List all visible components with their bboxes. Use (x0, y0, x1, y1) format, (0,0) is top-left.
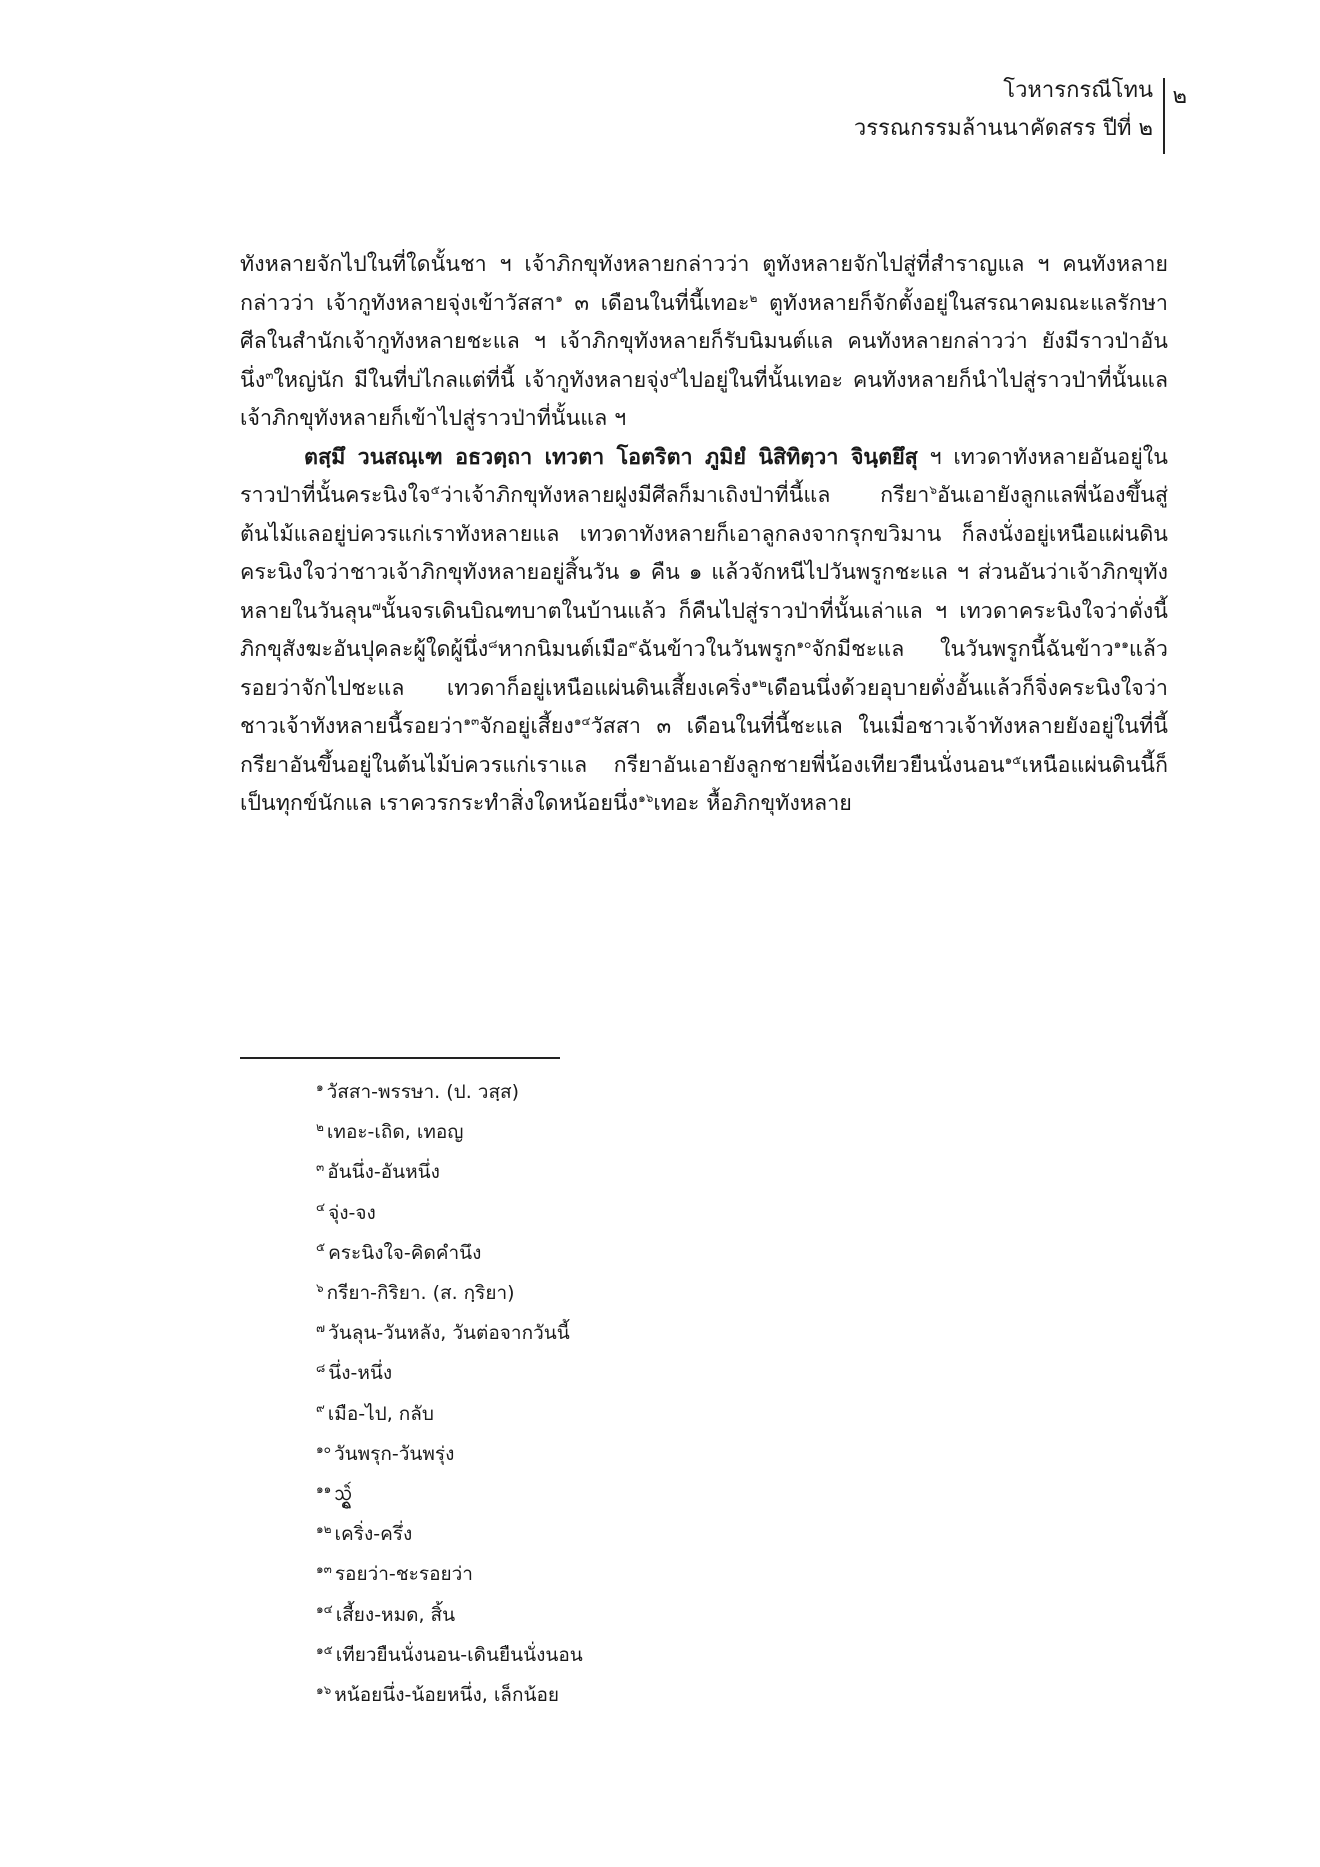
paragraph-text: วัสสา ๓ เดือนในที่นี้ชะแล ในเมื่อชาวเจ้าทังหลายยังอยู่ในที่นี้ กรียาอันขึ้นอยู่ในต้นไม้บ่ควรแก่เราแล กรียาอันเอายังลูกชายพี่น้องเทียวยืนนั่งนอน (240, 714, 1168, 778)
footnote-text: เมือ-ไป, กลับ (327, 1402, 434, 1425)
footnote-text: เทอะ-เถิด, เทอญ (326, 1121, 464, 1144)
footnote-item (316, 1313, 1016, 1353)
paragraph-text: ฯ เทวดาทังหลายอันอยู่ในราวป่าที่นั้นคระนิงใจ (240, 444, 1168, 508)
paragraph-text: จักอยู่เสี้ยง (479, 714, 574, 739)
footnote-item (316, 1193, 1016, 1233)
footnote-number: ๑ (316, 1079, 324, 1094)
footnote-ref: ๖ (929, 482, 937, 497)
footnote-ref: ๕ (430, 482, 440, 497)
footnote-item (316, 1353, 1016, 1393)
paragraph-text: ใหญ่นัก มีในที่บ่ไกลแต่ที่นี้ เจ้ากูทังหลายจุ่ง (273, 367, 670, 393)
footnote-ref: ๑๓ (463, 713, 480, 728)
footnote-list (316, 1072, 1016, 1715)
footnote-number: ๑๕ (316, 1642, 333, 1657)
footnote-ref: ๑ (555, 290, 563, 305)
footnote-number: ๓ (316, 1160, 325, 1175)
footnote-number: ๑๐ (316, 1441, 331, 1456)
paragraph-text: อันเอายังลูกแลพี่น้องขึ้นสู่ต้นไม้แลอยู่บ่ควรแก่เราทังหลายแล เทวดาทังหลายก็เอาลูกลงจากรุกขวิมาน ก็ลงนั่งอยู่เหนือแผ่นดิน คระนิงใจว่าชาวเจ้าภิกขุทังหลายอยู่สิ้นวัน ๑ คืน ๑ แล้วจักหนีไปวันพรูกชะแล ฯ ส่วนอันว่าเจ้าภิกขุทังหลายในวันลุน (240, 483, 1168, 624)
footnote-item (316, 1152, 1016, 1192)
footnote-item (316, 1474, 1016, 1514)
running-header (854, 72, 1165, 148)
footnote-item (316, 1554, 1016, 1594)
footnote-text: รอยว่า-ชะรอยว่า (334, 1563, 473, 1586)
footnote-ref: ๘ (488, 636, 498, 651)
paragraph-text: ตูทังหลายก็จักตั้งอยู่ในสรณาคมณะแลรักษาศีลในสำนักเจ้ากูทังหลายชะแล ฯ เจ้าภิกขุทังหลายก็รับนิมนต์แล คนทังหลายกล่าวว่า ยังมีราวป่าอันนึ่ง (240, 290, 1168, 393)
footnote-ref: ๓ (265, 367, 274, 382)
footnote-text: เทียวยืนนั่งนอน-เดินยืนนั่งนอน (335, 1643, 583, 1666)
footnote-ref: ๙ (628, 636, 638, 651)
footnote-text: เคริ่ง-ครึ่ง (334, 1523, 413, 1546)
footnote-text: กรียา-กิริยา. (ส. กฺริยา) (326, 1282, 515, 1305)
paragraph-text: แล้วรอยว่าจักไปชะแล เทวดาก็อยู่เหนือแผ่นดินเสี้ยงเคริ่ง (240, 637, 1168, 701)
footnote-number: ๑๒ (316, 1521, 332, 1536)
footnote-number: ๑๖ (316, 1682, 332, 1697)
footnote-item (316, 1635, 1016, 1675)
footnote-text: วันลุน-วันหลัง, วันต่อจากวันนี้ (328, 1322, 570, 1345)
footnote-item (316, 1434, 1016, 1474)
paragraph-text: ฉันข้าวในวันพรูก (637, 637, 797, 662)
footnote-ref: ๑๖ (638, 790, 654, 805)
footnote-item (316, 1112, 1016, 1152)
footnote-number: ๒ (316, 1119, 324, 1134)
paragraph-text: นั้นจรเดินบิณฑบาตในบ้านแล้ว ก็คืนไปสู่ราวป่าที่นั้นเล่าแล ฯ เทวดาคระนิงใจว่าดั่งนี้ ภิกขุสังฆะอันปุคละผู้ใดผู้นึ่ง (240, 598, 1168, 662)
footnote-text: วัสสา-พรรษา. (ป. วสฺส) (326, 1081, 520, 1103)
paragraph-text: ไปอยู่ในที่นั้นเทอะ คนทังหลายก็นำไปสู่ราวป่าที่นั้นแล เจ้าภิกขุทังหลายก็เข้าไปสู่ราวป่าที่นั้นแล ฯ (240, 367, 1168, 431)
footnote-item (316, 1233, 1016, 1273)
header-subtitle: วรรณกรรมล้านนาคัดสรร ปีที่ ๒ (853, 116, 1153, 141)
paragraph-text: หากนิมนต์เมือ (497, 637, 629, 662)
footnote-item (316, 1675, 1016, 1715)
footnote-ref: ๒ (749, 290, 758, 305)
footnote-ref: ๑๑ (1113, 636, 1129, 651)
paragraph-text: ทังหลายจักไปในที่ใดนั้นชา ฯ เจ้าภิกขุทังหลายกล่าวว่า ตูทังหลายจักไปสู่ที่สำราญแล ฯ คนทังหลายกล่าวว่า เจ้ากูทังหลายจุ่งเข้าวัสสา (240, 252, 1168, 316)
footnote-text: นึ่ง-หนึ่ง (328, 1362, 393, 1385)
footnote-ref: ๑๔ (573, 713, 591, 728)
footnote-item (316, 1514, 1016, 1554)
footnote-item (316, 1273, 1016, 1313)
footnote-number: ๔ (316, 1200, 326, 1215)
paragraph (240, 246, 1168, 439)
paragraph-lead-bold: ตสฺมึ วนสณฺเฑ อธวตฺถา เทวตา โอตริตา ภูมิยํ นิสิทิตฺวา จินฺตยึสุ (304, 444, 918, 470)
footnote-number: ๘ (316, 1361, 326, 1376)
footnote-text: หน้อยนึ่ง-น้อยหนึ่ง, เล็กน้อย (334, 1684, 559, 1707)
footnote-number: ๕ (316, 1240, 326, 1255)
paragraph-text: เดือนนึ่งด้วยอุบายดั่งอั้นแล้วก็จิ่งคระนิงใจว่า ชาวเจ้าทังหลายนี้รอยว่า (240, 675, 1168, 739)
footnote-ref: ๑๐ (796, 636, 812, 651)
footnote-number: ๗ (316, 1320, 326, 1335)
footnote-number: ๑๑ (316, 1481, 332, 1496)
footnote-ref: ๗ (371, 598, 381, 613)
footnote-text: อันนึ่ง-อันหนึ่ง (327, 1161, 440, 1184)
paragraph-text: เหนือแผ่นดินนี้ก็เป็นทุกข์นักแล เราควรกระทำสิ่งใดหน้อยนึ่ง (240, 752, 1168, 816)
footnote-text: คระนิงใจ-คิดคำนึง (328, 1241, 482, 1264)
footnote-separator (240, 1057, 560, 1059)
footnote-ref: ๑๒ (751, 675, 767, 690)
footnote-number: ๖ (316, 1280, 324, 1295)
footnote-text: ᩈ᩠ᩅᩫᩢ᩠ᨦ (334, 1483, 353, 1506)
paragraph-text: จักมีชะแล ในวันพรูกนี้ฉันข้าว (811, 637, 1114, 662)
paragraph-text: เทอะ หื้อภิกขุทังหลาย (653, 791, 852, 816)
header-title: โวหารกรณีโทน (1003, 78, 1153, 103)
paragraph-text: ๓ เดือนในที่นี้เทอะ (562, 290, 750, 316)
footnote-text: จุ่ง-จง (328, 1201, 376, 1224)
footnote-item (316, 1394, 1016, 1434)
body-text (240, 246, 1168, 824)
footnote-number: ๑๓ (316, 1562, 332, 1577)
footnote-item (316, 1072, 1016, 1112)
footnote-item (316, 1595, 1016, 1635)
paragraph-text: ว่าเจ้าภิกขุทังหลายฝูงมีศีลก็มาเถิงป่าที่นี้แล กรียา (439, 483, 930, 508)
footnote-number: ๙ (316, 1401, 325, 1416)
header-titles (854, 72, 1165, 148)
footnote-ref: ๑๕ (1004, 752, 1022, 767)
header-divider (1163, 78, 1165, 154)
footnote-ref: ๔ (669, 367, 679, 382)
footnote-number: ๑๔ (316, 1602, 333, 1617)
paragraph (240, 439, 1168, 824)
page-number: ๒ (1172, 84, 1187, 109)
footnote-text: เสี้ยง-หมด, สิ้น (335, 1603, 456, 1626)
footnote-text: วันพรุก-วันพรุ่ง (333, 1442, 455, 1465)
